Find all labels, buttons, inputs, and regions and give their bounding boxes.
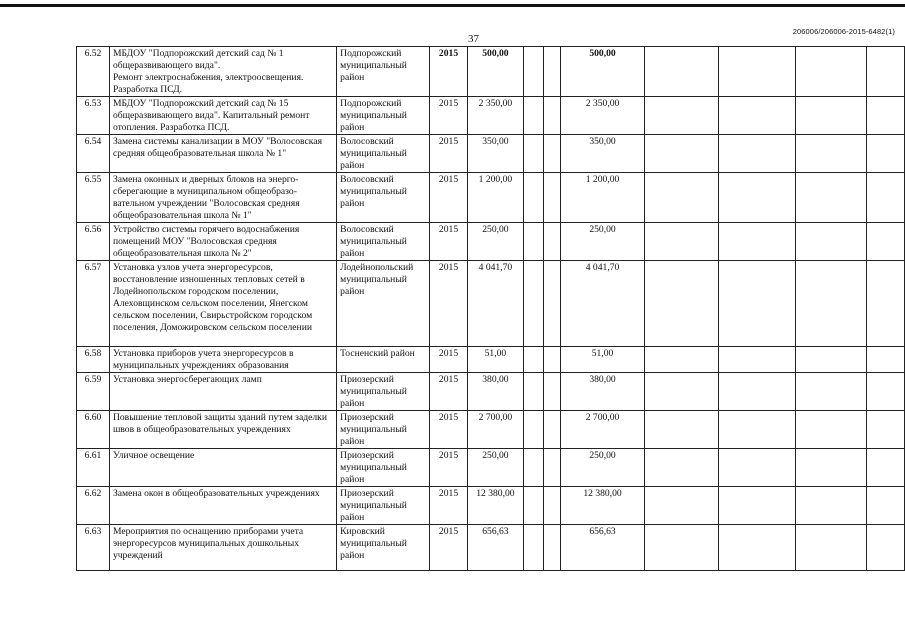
row-number-cell: 6.53: [77, 97, 110, 135]
year-cell: 2015: [430, 411, 468, 449]
amount-cell: 2 700,00: [467, 411, 523, 449]
empty-cell: [867, 261, 905, 347]
amount-cell: 51,00: [467, 347, 523, 373]
empty-cell: [543, 373, 560, 411]
district-cell: Волосовский муниципальный район: [337, 135, 430, 173]
amount-cell: 1 200,00: [467, 173, 523, 223]
row-number-cell: 6.59: [77, 373, 110, 411]
empty-cell: [795, 525, 867, 571]
amount-cell: 250,00: [467, 223, 523, 261]
row-number-cell: 6.58: [77, 347, 110, 373]
empty-cell: [523, 173, 543, 223]
amount-cell: 350,00: [467, 135, 523, 173]
empty-cell: [795, 97, 867, 135]
empty-cell: [543, 347, 560, 373]
empty-cell: [867, 223, 905, 261]
table-row: [77, 47, 905, 97]
empty-cell: [867, 173, 905, 223]
total-amount-cell: 1 200,00: [560, 173, 645, 223]
measure-name-cell: Замена оконных и дверных блоков на энерго-сберегающие в муниципальном общеобразо-вательном учреждении "Волосовская средняя общеобразовательная школа № 1": [109, 173, 336, 223]
empty-cell: [523, 525, 543, 571]
measure-name-cell: Повышение тепловой защиты зданий путем заделки швов в общеобразовательных учреждениях: [109, 411, 336, 449]
empty-cell: [867, 47, 905, 97]
year-cell: 2015: [430, 97, 468, 135]
empty-cell: [523, 261, 543, 347]
empty-cell: [718, 47, 795, 97]
empty-cell: [867, 487, 905, 525]
empty-cell: [543, 223, 560, 261]
empty-cell: [523, 411, 543, 449]
measure-name-cell: Мероприятия по оснащению приборами учета энергоресурсов муниципальных дошкольных учреждений: [109, 525, 336, 571]
empty-cell: [523, 487, 543, 525]
empty-cell: [795, 135, 867, 173]
empty-cell: [543, 411, 560, 449]
district-cell: Лодейнопольский муниципальный район: [337, 261, 430, 347]
amount-cell: 500,00: [467, 47, 523, 97]
year-cell: 2015: [430, 47, 468, 97]
total-amount-cell: 250,00: [560, 449, 645, 487]
table-row: [77, 135, 905, 173]
empty-cell: [867, 449, 905, 487]
empty-cell: [718, 411, 795, 449]
amount-cell: 250,00: [467, 449, 523, 487]
row-number-cell: 6.54: [77, 135, 110, 173]
amount-cell: 2 350,00: [467, 97, 523, 135]
empty-cell: [867, 373, 905, 411]
row-number-cell: 6.62: [77, 487, 110, 525]
district-cell: Приозерский муниципальный район: [337, 373, 430, 411]
table-row: [77, 525, 905, 571]
empty-cell: [795, 487, 867, 525]
empty-cell: [523, 347, 543, 373]
district-cell: Подпорожский муниципальный район: [337, 47, 430, 97]
empty-cell: [867, 97, 905, 135]
table-row: [77, 223, 905, 261]
document-id: 206006/206006-2015-6482(1): [792, 27, 895, 36]
row-number-cell: 6.57: [77, 261, 110, 347]
row-number-cell: 6.55: [77, 173, 110, 223]
year-cell: 2015: [430, 261, 468, 347]
empty-cell: [523, 449, 543, 487]
measure-name-cell: МБДОУ "Подпорожский детский сад № 15 общеразвивающего вида". Капитальный ремонт отопления. Разработка ПСД.: [109, 97, 336, 135]
empty-cell: [795, 261, 867, 347]
empty-cell: [645, 525, 719, 571]
year-cell: 2015: [430, 449, 468, 487]
total-amount-cell: 350,00: [560, 135, 645, 173]
empty-cell: [543, 449, 560, 487]
empty-cell: [867, 411, 905, 449]
empty-cell: [795, 411, 867, 449]
amount-cell: 4 041,70: [467, 261, 523, 347]
row-number-cell: 6.60: [77, 411, 110, 449]
measure-name-cell: Устройство системы горячего водоснабжения помещений МОУ "Волосовская средняя общеобразовательная школа № 2": [109, 223, 336, 261]
district-cell: Тосненский район: [337, 347, 430, 373]
empty-cell: [645, 487, 719, 525]
row-number-cell: 6.63: [77, 525, 110, 571]
empty-cell: [645, 97, 719, 135]
year-cell: 2015: [430, 135, 468, 173]
total-amount-cell: 4 041,70: [560, 261, 645, 347]
empty-cell: [645, 135, 719, 173]
empty-cell: [645, 223, 719, 261]
empty-cell: [543, 97, 560, 135]
year-cell: 2015: [430, 373, 468, 411]
total-amount-cell: 656,63: [560, 525, 645, 571]
row-number-cell: 6.56: [77, 223, 110, 261]
year-cell: 2015: [430, 487, 468, 525]
district-cell: Волосовский муниципальный район: [337, 223, 430, 261]
table-row: [77, 449, 905, 487]
empty-cell: [543, 487, 560, 525]
empty-cell: [543, 261, 560, 347]
total-amount-cell: 250,00: [560, 223, 645, 261]
empty-cell: [718, 173, 795, 223]
empty-cell: [543, 173, 560, 223]
measure-name-cell: Замена окон в общеобразовательных учреждениях: [109, 487, 336, 525]
empty-cell: [523, 97, 543, 135]
district-cell: Приозерский муниципальный район: [337, 449, 430, 487]
table-row: [77, 347, 905, 373]
empty-cell: [543, 525, 560, 571]
total-amount-cell: 51,00: [560, 347, 645, 373]
row-number-cell: 6.52: [77, 47, 110, 97]
table-row: [77, 487, 905, 525]
empty-cell: [543, 135, 560, 173]
empty-cell: [523, 373, 543, 411]
page-number: 37: [468, 33, 479, 45]
amount-cell: 656,63: [467, 525, 523, 571]
table-row: [77, 411, 905, 449]
empty-cell: [795, 173, 867, 223]
empty-cell: [645, 411, 719, 449]
table-body: [77, 47, 905, 571]
district-cell: Волосовский муниципальный район: [337, 173, 430, 223]
measure-name-cell: Уличное освещение: [109, 449, 336, 487]
top-border-line: [0, 4, 905, 7]
total-amount-cell: 380,00: [560, 373, 645, 411]
empty-cell: [523, 135, 543, 173]
district-cell: Приозерский муниципальный район: [337, 411, 430, 449]
empty-cell: [718, 373, 795, 411]
empty-cell: [645, 373, 719, 411]
year-cell: 2015: [430, 173, 468, 223]
table-row: [77, 173, 905, 223]
empty-cell: [523, 223, 543, 261]
empty-cell: [795, 347, 867, 373]
empty-cell: [718, 223, 795, 261]
empty-cell: [718, 135, 795, 173]
empty-cell: [523, 47, 543, 97]
empty-cell: [795, 373, 867, 411]
empty-cell: [645, 261, 719, 347]
empty-cell: [645, 347, 719, 373]
empty-cell: [645, 449, 719, 487]
empty-cell: [795, 449, 867, 487]
total-amount-cell: 2 700,00: [560, 411, 645, 449]
district-cell: Подпорожский муниципальный район: [337, 97, 430, 135]
table-row: [77, 373, 905, 411]
empty-cell: [543, 47, 560, 97]
table-row: [77, 261, 905, 347]
empty-cell: [718, 261, 795, 347]
empty-cell: [645, 173, 719, 223]
empty-cell: [718, 97, 795, 135]
measure-name-cell: МБДОУ "Подпорожский детский сад № 1 общеразвивающего вида". Ремонт электроснабжения, электроосвещения. Разработка ПСД.: [109, 47, 336, 97]
amount-cell: 12 380,00: [467, 487, 523, 525]
total-amount-cell: 2 350,00: [560, 97, 645, 135]
total-amount-cell: 12 380,00: [560, 487, 645, 525]
empty-cell: [718, 525, 795, 571]
empty-cell: [867, 135, 905, 173]
measure-name-cell: Установка приборов учета энергоресурсов в муниципальных учреждениях образования: [109, 347, 336, 373]
empty-cell: [795, 223, 867, 261]
measure-name-cell: Установка узлов учета энергоресурсов, восстановление изношенных тепловых сетей в Лодейнопольском городском поселении, Алеховщинском сельском поселении, Янегском сельском поселении, Свирьстройском городском поселения, Доможировском сельском поселении: [109, 261, 336, 347]
year-cell: 2015: [430, 347, 468, 373]
measures-table: [76, 46, 905, 571]
amount-cell: 380,00: [467, 373, 523, 411]
table-row: [77, 97, 905, 135]
measure-name-cell: Замена системы канализации в МОУ "Волосовская средняя общеобразовательная школа № 1": [109, 135, 336, 173]
year-cell: 2015: [430, 525, 468, 571]
district-cell: Приозерский муниципальный район: [337, 487, 430, 525]
empty-cell: [645, 47, 719, 97]
empty-cell: [867, 347, 905, 373]
total-amount-cell: 500,00: [560, 47, 645, 97]
empty-cell: [718, 487, 795, 525]
district-cell: Кировский муниципальный район: [337, 525, 430, 571]
empty-cell: [867, 525, 905, 571]
measure-name-cell: Установка энергосберегающих ламп: [109, 373, 336, 411]
row-number-cell: 6.61: [77, 449, 110, 487]
empty-cell: [795, 47, 867, 97]
year-cell: 2015: [430, 223, 468, 261]
empty-cell: [718, 347, 795, 373]
empty-cell: [718, 449, 795, 487]
